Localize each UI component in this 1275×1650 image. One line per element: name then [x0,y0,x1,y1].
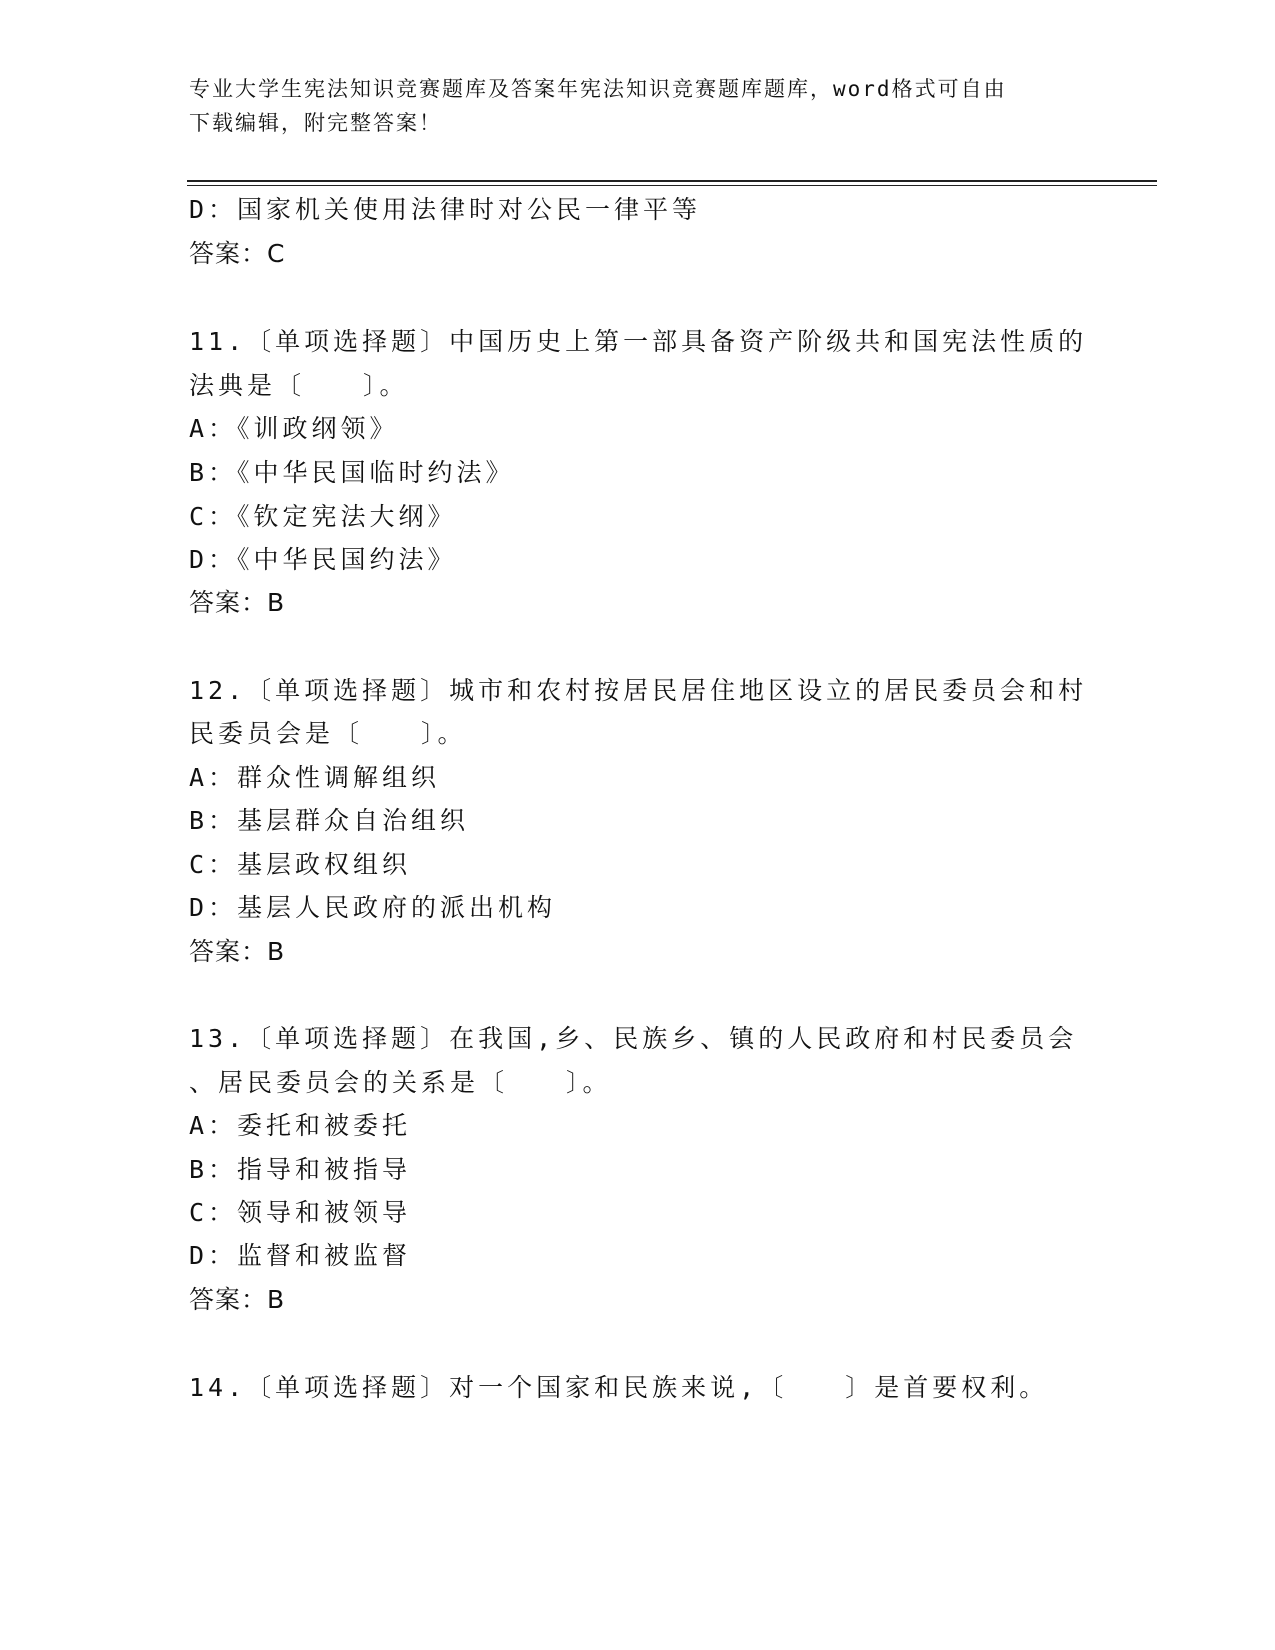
q12-option-d: D：基层人民政府的派出机构 [189,893,557,922]
q11-answer: 答案：B [189,588,286,617]
q13-stem-line-2: 、居民委员会的关系是〔 〕。 [189,1068,612,1097]
header-divider-thin [187,185,1157,186]
q13-option-a: A：委托和被委托 [189,1111,412,1140]
q11-option-a: A：《训政纲领》 [189,414,399,443]
header-divider-thick [187,180,1157,182]
q10-answer: 答案：C [189,239,286,268]
header-line-1: 专业大学生宪法知识竞赛题库及答案年宪法知识竞赛题库题库，word格式可自由 [189,77,1007,101]
header-line-2: 下载编辑，附完整答案！ [189,111,442,135]
q12-stem-line-2: 民委员会是〔 〕。 [189,719,467,748]
q13-option-c: C：领导和被领导 [189,1198,412,1227]
q10-option-d: D：国家机关使用法律时对公民一律平等 [189,195,702,224]
document-header [189,72,1089,140]
q13-stem-line-1: 13.〔单项选择题〕在我国,乡、民族乡、镇的人民政府和村民委员会 [189,1024,1078,1053]
q11-stem-line-1: 11.〔单项选择题〕中国历史上第一部具备资产阶级共和国宪法性质的 [189,327,1088,356]
q14-stem-line-1: 14.〔单项选择题〕对一个国家和民族来说,〔 〕是首要权利。 [189,1373,1049,1402]
q13-option-b: B：指导和被指导 [189,1155,412,1184]
q12-option-c: C：基层政权组织 [189,850,412,879]
q11-stem-line-2: 法典是〔 〕。 [189,371,409,400]
q12-stem-line-1: 12.〔单项选择题〕城市和农村按居民居住地区设立的居民委员会和村 [189,676,1088,705]
q12-option-a: A：群众性调解组织 [189,763,441,792]
q13-option-d: D：监督和被监督 [189,1241,412,1270]
q12-option-b: B：基层群众自治组织 [189,806,470,835]
q13-answer: 答案：B [189,1285,286,1314]
q11-option-b: B：《中华民国临时约法》 [189,458,515,487]
q12-answer: 答案：B [189,937,286,966]
q11-option-d: D：《中华民国约法》 [189,545,457,574]
q11-option-c: C：《钦定宪法大纲》 [189,502,457,531]
